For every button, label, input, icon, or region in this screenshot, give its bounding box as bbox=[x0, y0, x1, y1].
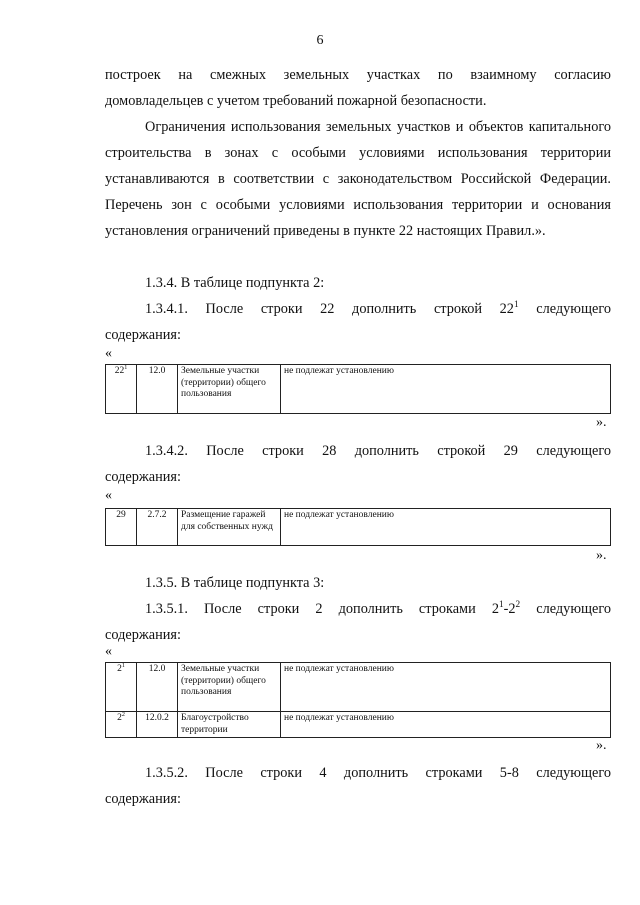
table-row bbox=[106, 663, 611, 712]
table-zone-2 bbox=[105, 508, 611, 546]
quote-open-mark: « bbox=[105, 346, 112, 361]
row-number-cell: 29 bbox=[106, 509, 137, 546]
section-1-3-4-1 bbox=[105, 296, 611, 322]
row-name-cell: Благоустройство территории bbox=[178, 712, 281, 738]
row-value-cell: не подлежат установлению bbox=[281, 663, 611, 712]
section-1-3-4-2-content-word: содержания: bbox=[105, 469, 181, 485]
paragraph-continuation-line-2: домовладельцев с учетом требований пожарной безопасности. bbox=[105, 93, 487, 109]
superscript: 1 bbox=[513, 300, 519, 311]
row-name-cell: Земельные участки (территории) общего пользования bbox=[178, 365, 281, 414]
section-1-3-5-2: 1.3.5.2. После строки 4 дополнить строками 5-8 следующего bbox=[145, 765, 611, 781]
section-1-3-4-1-content-word: содержания: bbox=[105, 327, 181, 343]
section-1-3-5-1-text: 1.3.5.1. После строки 2 дополнить строками 2 bbox=[145, 601, 499, 617]
page-number: 6 bbox=[316, 33, 324, 48]
row-code-cell: 12.0 bbox=[137, 365, 178, 414]
paragraph-restrictions: Ограничения использования земельных участков и объектов капитального строительства в зонах с особыми условиями использования территории устанавливаются в соответствии с законодательством Российской Федерации. Перечень зон с особыми условиями использования территории и основания установления ограничений приведены в пункте 22 настоящих Правил.». bbox=[105, 119, 611, 239]
section-1-3-4-heading: 1.3.4. В таблице подпункта 2: bbox=[145, 275, 325, 291]
quote-close-mark: ». bbox=[596, 738, 607, 753]
section-1-3-5-1 bbox=[105, 596, 611, 622]
table-row bbox=[106, 509, 611, 546]
section-1-3-5-heading: 1.3.5. В таблице подпункта 3: bbox=[145, 575, 325, 591]
row-value-cell: не подлежат установлению bbox=[281, 365, 611, 414]
section-1-3-4-2: 1.3.4.2. После строки 28 дополнить строкой 29 следующего bbox=[145, 443, 611, 459]
quote-open-mark: « bbox=[105, 488, 112, 503]
row-number-cell: $22^1$ bbox=[106, 365, 137, 414]
quote-close-mark: ». bbox=[596, 415, 607, 430]
section-1-3-4-1-text: 1.3.4.1. После строки 22 дополнить строкой 22 bbox=[145, 301, 514, 317]
section-1-3-5-1-content-word: содержания: bbox=[105, 627, 181, 643]
table-row bbox=[106, 365, 611, 414]
row-number-cell: $2^1$ bbox=[106, 663, 137, 712]
section-1-3-4-1-tail: следующего bbox=[518, 301, 611, 317]
superscript: 2 bbox=[515, 600, 521, 611]
row-code-cell: 2.7.2 bbox=[137, 509, 178, 546]
paragraph-continuation-line-1: построек на смежных земельных участках по взаимному согласию bbox=[105, 67, 611, 83]
row-name-cell: Земельные участки (территории) общего пользования bbox=[178, 663, 281, 712]
table-zone-3 bbox=[105, 662, 611, 738]
row-code-cell: 12.0 bbox=[137, 663, 178, 712]
section-1-3-5-1-tail: следующего bbox=[520, 601, 612, 617]
row-code-cell: 12.0.2 bbox=[137, 712, 178, 738]
quote-open-mark: « bbox=[105, 644, 112, 659]
table-row bbox=[106, 712, 611, 738]
section-1-3-5-1-dash: -2 bbox=[503, 601, 516, 617]
row-name-cell: Размещение гаражей для собственных нужд bbox=[178, 509, 281, 546]
section-1-3-5-2-content-word: содержания: bbox=[105, 791, 181, 807]
quote-close-mark: ». bbox=[596, 548, 607, 563]
row-value-cell: не подлежат установлению bbox=[281, 712, 611, 738]
row-number-cell: $2^2$ bbox=[106, 712, 137, 738]
table-zone-1 bbox=[105, 364, 611, 414]
row-value-cell: не подлежат установлению bbox=[281, 509, 611, 546]
superscript: 1 bbox=[498, 600, 504, 611]
